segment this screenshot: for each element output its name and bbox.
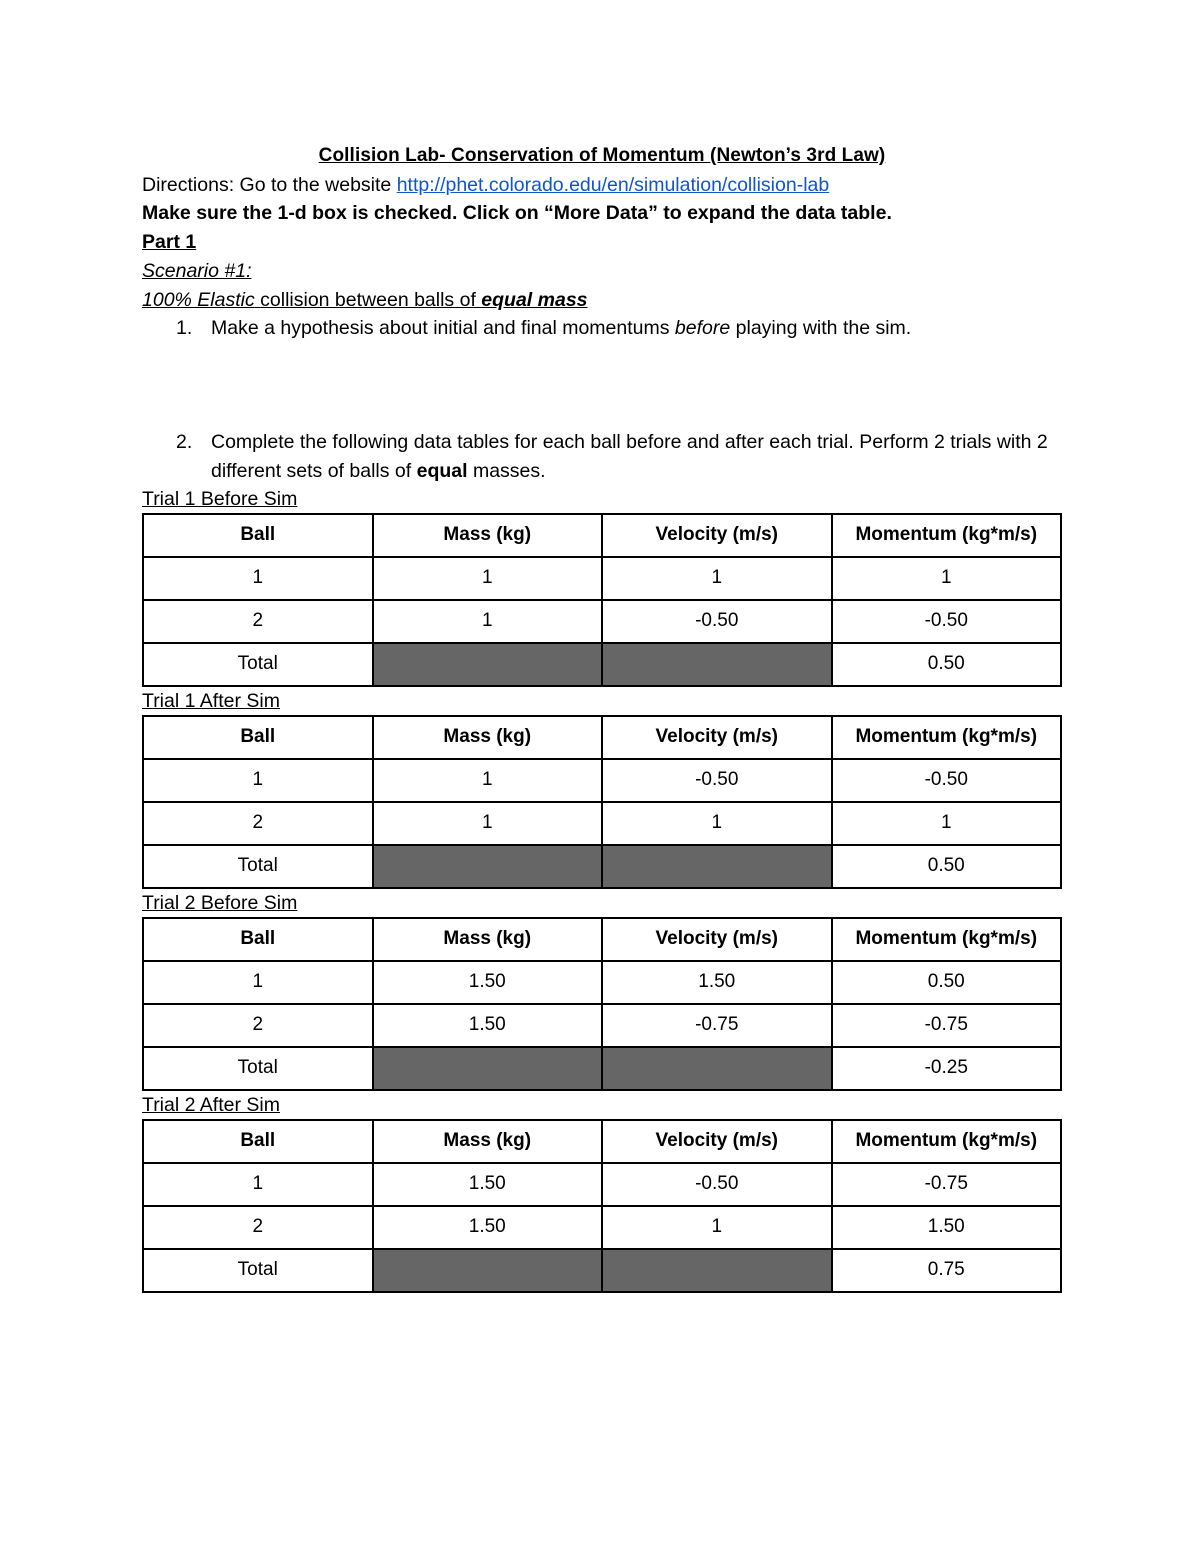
cell-mass: 1.50 <box>373 1163 603 1206</box>
col-velocity: Velocity (m/s) <box>602 716 832 759</box>
cell-mass: 1 <box>373 759 603 802</box>
col-ball: Ball <box>143 918 373 961</box>
cell-ball: 2 <box>143 802 373 845</box>
step-2 <box>142 428 1062 485</box>
step-1-text-c: playing with the sim. <box>730 317 912 340</box>
cell-mass: 1.50 <box>373 961 603 1004</box>
col-mass: Mass (kg) <box>373 716 603 759</box>
cell-mass: 1.50 <box>373 1004 603 1047</box>
total-row <box>143 643 1061 686</box>
trial-2-before-caption: Trial 2 Before Sim <box>142 892 298 915</box>
step-2-text-a: Complete the following data tables for each ball before and after each trial. Perform 2 trials with 2 different sets of balls of <box>211 430 1048 482</box>
cell-ball: 1 <box>143 759 373 802</box>
total-momentum: 0.50 <box>832 643 1062 686</box>
col-mass: Mass (kg) <box>373 514 603 557</box>
shaded-cell <box>373 845 603 888</box>
cell-velocity: 1 <box>602 1206 832 1249</box>
trial-2-after-table <box>142 1119 1062 1293</box>
total-momentum: 0.50 <box>832 845 1062 888</box>
col-ball: Ball <box>143 514 373 557</box>
trial-1-before-caption: Trial 1 Before Sim <box>142 488 298 511</box>
document-page <box>142 142 1062 1293</box>
shaded-cell <box>602 845 832 888</box>
col-ball: Ball <box>143 716 373 759</box>
scenario-middle: collision between balls of <box>254 288 482 311</box>
table-row <box>143 1004 1061 1047</box>
col-ball: Ball <box>143 1120 373 1163</box>
col-momentum: Momentum (kg*m/s) <box>832 1120 1062 1163</box>
col-velocity: Velocity (m/s) <box>602 1120 832 1163</box>
cell-momentum: -0.50 <box>832 759 1062 802</box>
total-momentum: -0.25 <box>832 1047 1062 1090</box>
col-mass: Mass (kg) <box>373 1120 603 1163</box>
cell-velocity: -0.50 <box>602 759 832 802</box>
cell-momentum: 0.50 <box>832 961 1062 1004</box>
cell-ball: 1 <box>143 557 373 600</box>
cell-momentum: -0.75 <box>832 1004 1062 1047</box>
col-momentum: Momentum (kg*m/s) <box>832 514 1062 557</box>
table-row <box>143 557 1061 600</box>
cell-mass: 1 <box>373 557 603 600</box>
cell-mass: 1.50 <box>373 1206 603 1249</box>
shaded-cell <box>602 643 832 686</box>
total-momentum: 0.75 <box>832 1249 1062 1292</box>
shaded-cell <box>373 643 603 686</box>
phet-link[interactable]: http://phet.colorado.edu/en/simulation/collision-lab <box>396 173 830 196</box>
cell-momentum: 1 <box>832 557 1062 600</box>
col-velocity: Velocity (m/s) <box>602 918 832 961</box>
step-1 <box>142 314 1062 343</box>
table-row <box>143 802 1061 845</box>
hypothesis-space <box>142 343 1062 400</box>
total-row <box>143 1249 1061 1292</box>
table-header-row <box>143 918 1061 961</box>
cell-velocity: 1 <box>602 557 832 600</box>
part-heading: Part 1 <box>142 231 197 254</box>
cell-ball: 1 <box>143 961 373 1004</box>
table-row <box>143 759 1061 802</box>
cell-velocity: 1.50 <box>602 961 832 1004</box>
table-row <box>143 1163 1061 1206</box>
trial-2-before-table <box>142 917 1062 1091</box>
cell-momentum: -0.75 <box>832 1163 1062 1206</box>
trial-1-after-table <box>142 715 1062 889</box>
trial-2-after-caption: Trial 2 After Sim <box>142 1094 280 1117</box>
cell-ball: 2 <box>143 600 373 643</box>
table-row <box>143 1206 1061 1249</box>
total-row <box>143 845 1061 888</box>
col-mass: Mass (kg) <box>373 918 603 961</box>
table-row <box>143 961 1061 1004</box>
table-header-row <box>143 514 1061 557</box>
trial-1-after-caption: Trial 1 After Sim <box>142 690 280 713</box>
col-momentum: Momentum (kg*m/s) <box>832 716 1062 759</box>
col-momentum: Momentum (kg*m/s) <box>832 918 1062 961</box>
table-header-row <box>143 716 1061 759</box>
total-label: Total <box>143 643 373 686</box>
scenario-elastic: 100% Elastic <box>142 288 255 311</box>
step-1-text-before: before <box>674 317 731 340</box>
total-label: Total <box>143 845 373 888</box>
cell-velocity: -0.50 <box>602 1163 832 1206</box>
total-row <box>143 1047 1061 1090</box>
scenario-equal-mass: equal mass <box>481 288 588 311</box>
cell-velocity: -0.50 <box>602 600 832 643</box>
cell-ball: 2 <box>143 1004 373 1047</box>
shaded-cell <box>602 1249 832 1292</box>
step-1-text-a: Make a hypothesis about initial and final momentums <box>211 317 675 340</box>
step-2-number: 2. <box>176 430 193 453</box>
table-row <box>143 600 1061 643</box>
table-header-row <box>143 1120 1061 1163</box>
directions-text: Directions: Go to the website <box>142 173 397 196</box>
cell-momentum: 1.50 <box>832 1206 1062 1249</box>
step-2-text-equal: equal <box>416 459 468 482</box>
cell-velocity: 1 <box>602 802 832 845</box>
shaded-cell <box>373 1047 603 1090</box>
total-label: Total <box>143 1047 373 1090</box>
cell-ball: 2 <box>143 1206 373 1249</box>
directions-line <box>142 171 1062 200</box>
step-1-number: 1. <box>176 317 193 340</box>
cell-momentum: 1 <box>832 802 1062 845</box>
shaded-cell <box>373 1249 603 1292</box>
cell-momentum: -0.50 <box>832 600 1062 643</box>
instruction-text: Make sure the 1-d box is checked. Click on “More Data” to expand the data table. <box>142 202 892 225</box>
col-velocity: Velocity (m/s) <box>602 514 832 557</box>
trial-1-before-table <box>142 513 1062 687</box>
total-label: Total <box>143 1249 373 1292</box>
document-title: Collision Lab- Conservation of Momentum (Newton’s 3rd Law) <box>318 145 886 166</box>
step-2-text-c: masses. <box>467 459 546 482</box>
shaded-cell <box>602 1047 832 1090</box>
cell-mass: 1 <box>373 600 603 643</box>
cell-mass: 1 <box>373 802 603 845</box>
cell-velocity: -0.75 <box>602 1004 832 1047</box>
cell-ball: 1 <box>143 1163 373 1206</box>
scenario-description <box>142 286 1062 315</box>
scenario-label: Scenario #1: <box>142 259 252 282</box>
